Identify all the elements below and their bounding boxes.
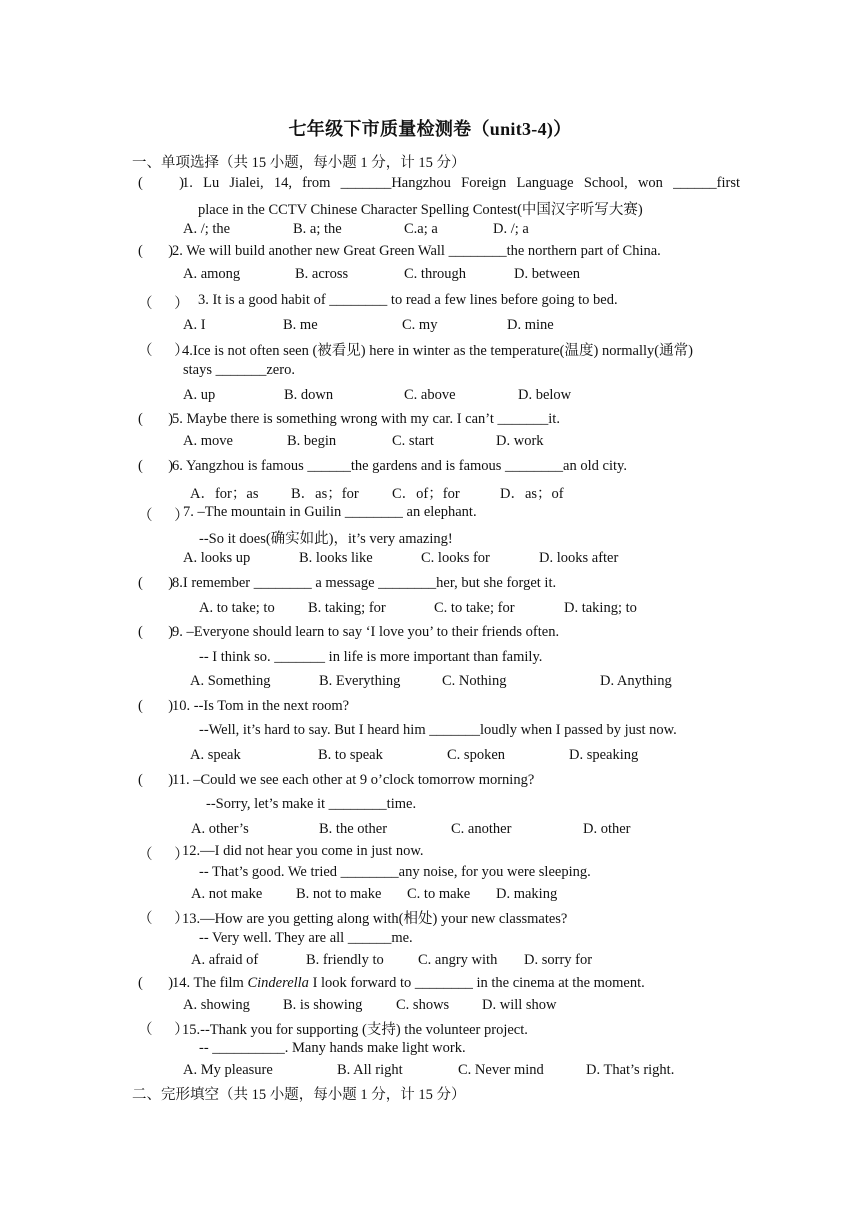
option-d[interactable]: D．as；of bbox=[500, 486, 564, 502]
option-a[interactable]: A. afraid of bbox=[191, 952, 259, 968]
question-stem-continued: -- Very well. They are all ______me. bbox=[199, 930, 413, 946]
option-b[interactable]: B. taking; for bbox=[308, 600, 386, 616]
section-heading-single-choice: 一、单项选择（共 15 小题，每小题 1 分，计 15 分） bbox=[132, 155, 466, 171]
option-c[interactable]: C．of；for bbox=[392, 486, 460, 502]
answer-blank[interactable]: ( ) bbox=[138, 458, 174, 474]
answer-blank[interactable]: ( ) bbox=[138, 575, 174, 591]
option-b[interactable]: B. the other bbox=[319, 821, 388, 837]
option-c[interactable]: C.a; a bbox=[404, 221, 438, 237]
answer-blank[interactable]: ( ) bbox=[138, 698, 174, 714]
option-c[interactable]: C. shows bbox=[396, 997, 450, 1013]
option-c[interactable]: C. Never mind bbox=[458, 1062, 544, 1078]
question-stem: 5. Maybe there is something wrong with my car. I can’t _______it. bbox=[172, 411, 560, 427]
option-b[interactable]: B. a; the bbox=[293, 221, 342, 237]
question-stem: 11. –Could we see each other at 9 o’clock tomorrow morning? bbox=[172, 772, 535, 788]
option-b[interactable]: B. begin bbox=[287, 433, 337, 449]
question-stem: 15.--Thank you for supporting (支持) the volunteer project. bbox=[182, 1022, 528, 1038]
question-stem-continued: stays _______zero. bbox=[183, 362, 295, 378]
answer-blank[interactable]: ( ) bbox=[138, 175, 184, 191]
answer-blank[interactable]: （ ） bbox=[138, 847, 189, 863]
option-d[interactable]: D. taking; to bbox=[564, 600, 637, 616]
option-c[interactable]: C. Nothing bbox=[442, 673, 507, 689]
question-stem-continued: -- __________. Many hands make light work. bbox=[199, 1040, 466, 1056]
page-title: 七年级下市质量检测卷（unit3-4)） bbox=[288, 119, 572, 139]
answer-blank[interactable]: ( ) bbox=[138, 624, 174, 640]
option-d[interactable]: D. sorry for bbox=[524, 952, 593, 968]
option-c[interactable]: C. my bbox=[402, 317, 438, 333]
question-stem: 6. Yangzhou is famous ______the gardens and is famous ________an old city. bbox=[172, 458, 627, 474]
option-d[interactable]: D. other bbox=[583, 821, 631, 837]
question-stem: 7. –The mountain in Guilin ________ an elephant. bbox=[183, 504, 477, 520]
answer-blank[interactable]: （ ） bbox=[138, 911, 189, 927]
option-d[interactable]: D. below bbox=[518, 387, 572, 403]
option-a[interactable]: A. Something bbox=[190, 673, 271, 689]
option-b[interactable]: B. is showing bbox=[283, 997, 363, 1013]
question-stem: 10. --Is Tom in the next room? bbox=[172, 698, 350, 714]
option-d[interactable]: D. speaking bbox=[569, 747, 639, 763]
option-a[interactable]: A. among bbox=[183, 266, 241, 282]
option-d[interactable]: D. will show bbox=[482, 997, 557, 1013]
option-c[interactable]: C. through bbox=[404, 266, 467, 282]
question-stem: 3. It is a good habit of ________ to read a few lines before going to bed. bbox=[198, 292, 618, 308]
option-b[interactable]: B．as；for bbox=[291, 486, 359, 502]
option-c[interactable]: C. spoken bbox=[447, 747, 505, 763]
question-stem: 14. The film Cinderella I look forward to ________ in the cinema at the moment. bbox=[172, 975, 645, 991]
option-d[interactable]: D. Anything bbox=[600, 673, 672, 689]
option-a[interactable]: A. move bbox=[183, 433, 233, 449]
answer-blank[interactable]: ( ) bbox=[138, 411, 174, 427]
option-a[interactable]: A. to take; to bbox=[199, 600, 275, 616]
question-stem: 2. We will build another new Great Green Wall ________the northern part of China. bbox=[172, 243, 661, 259]
option-d[interactable]: D. between bbox=[514, 266, 581, 282]
question-stem: 8.I remember ________ a message ________her, but she forget it. bbox=[172, 575, 557, 591]
option-b[interactable]: B. across bbox=[295, 266, 349, 282]
question-stem-continued: --Well, it’s hard to say. But I heard him _______loudly when I passed by just now. bbox=[199, 722, 677, 738]
answer-blank[interactable]: （ ） bbox=[138, 1022, 189, 1038]
option-d[interactable]: D. looks after bbox=[539, 550, 619, 566]
option-a[interactable]: A. looks up bbox=[183, 550, 251, 566]
answer-blank[interactable]: ( ) bbox=[138, 772, 174, 788]
option-b[interactable]: B. me bbox=[283, 317, 318, 333]
question-stem: 4.Ice is not often seen (被看见) here in winter as the temperature(温度) normally(通常) bbox=[182, 343, 693, 359]
question-stem-continued: place in the CCTV Chinese Character Spelling Contest(中国汉字听写大赛) bbox=[198, 202, 643, 218]
option-a[interactable]: A. showing bbox=[183, 997, 250, 1013]
question-stem-continued: -- That’s good. We tried ________any noise, for you were sleeping. bbox=[199, 864, 591, 880]
answer-blank[interactable]: ( ) bbox=[138, 975, 174, 991]
option-a[interactable]: A. My pleasure bbox=[183, 1062, 273, 1078]
option-a[interactable]: A. /; the bbox=[183, 221, 231, 237]
option-a[interactable]: A. not make bbox=[191, 886, 263, 902]
question-stem: 13.—How are you getting along with(相处) your new classmates? bbox=[182, 911, 568, 927]
option-c[interactable]: C. angry with bbox=[418, 952, 498, 968]
question-stem: 12.—I did not hear you come in just now. bbox=[182, 843, 424, 859]
question-stem: 1. Lu Jialei, 14, from _______Hangzhou Foreign Language School, won ______first bbox=[182, 175, 740, 191]
question-stem: 9. –Everyone should learn to say ‘I love you’ to their friends often. bbox=[172, 624, 560, 640]
section-heading-cloze: 二、完形填空（共 15 小题，每小题 1 分，计 15 分） bbox=[132, 1087, 466, 1103]
answer-blank[interactable]: ( ) bbox=[138, 243, 174, 259]
option-d[interactable]: D. That’s right. bbox=[586, 1062, 675, 1078]
option-d[interactable]: D. making bbox=[496, 886, 558, 902]
option-c[interactable]: C. looks for bbox=[421, 550, 490, 566]
option-b[interactable]: B. All right bbox=[337, 1062, 403, 1078]
option-a[interactable]: A. speak bbox=[190, 747, 241, 763]
option-d[interactable]: D. mine bbox=[507, 317, 554, 333]
option-b[interactable]: B. friendly to bbox=[306, 952, 384, 968]
option-b[interactable]: B. to speak bbox=[318, 747, 383, 763]
option-a[interactable]: A. other’s bbox=[191, 821, 249, 837]
option-b[interactable]: B. not to make bbox=[296, 886, 382, 902]
answer-blank[interactable]: （ ） bbox=[138, 343, 189, 359]
option-c[interactable]: C. another bbox=[451, 821, 512, 837]
film-title: Cinderella bbox=[247, 975, 309, 991]
question-stem-continued: -- I think so. _______ in life is more important than family. bbox=[199, 649, 543, 665]
option-a[interactable]: A．for；as bbox=[190, 486, 259, 502]
option-b[interactable]: B. down bbox=[284, 387, 334, 403]
question-stem-continued: --So it does(确实如此)，it’s very amazing! bbox=[199, 531, 453, 547]
option-d[interactable]: D. work bbox=[496, 433, 544, 449]
option-b[interactable]: B. Everything bbox=[319, 673, 401, 689]
option-b[interactable]: B. looks like bbox=[299, 550, 373, 566]
option-c[interactable]: C. to take; for bbox=[434, 600, 515, 616]
option-c[interactable]: C. start bbox=[392, 433, 434, 449]
option-a[interactable]: A. I bbox=[183, 317, 206, 333]
option-a[interactable]: A. up bbox=[183, 387, 216, 403]
answer-blank[interactable]: （ ） bbox=[138, 508, 189, 524]
option-d[interactable]: D. /; a bbox=[493, 221, 529, 237]
option-c[interactable]: C. to make bbox=[407, 886, 471, 902]
option-c[interactable]: C. above bbox=[404, 387, 456, 403]
question-stem-continued: --Sorry, let’s make it ________time. bbox=[206, 796, 417, 812]
answer-blank[interactable]: （ ） bbox=[138, 296, 189, 312]
